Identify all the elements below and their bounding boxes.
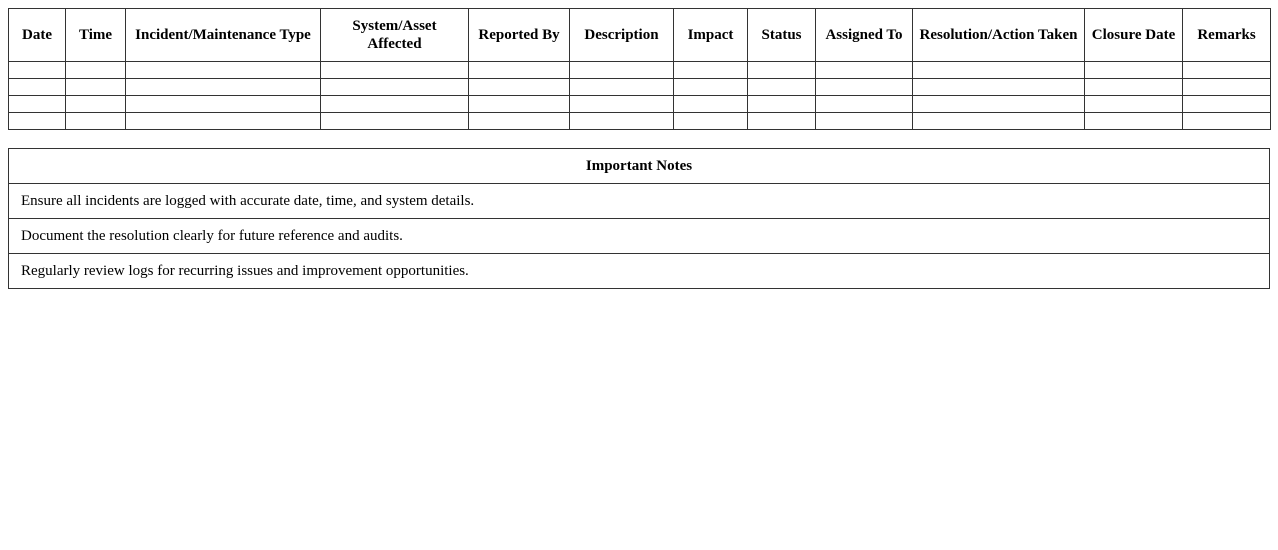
table-cell[interactable] [1085,96,1183,113]
table-cell[interactable] [469,62,570,79]
note-item: Document the resolution clearly for future reference and audits. [9,219,1270,254]
column-header: Status [748,9,816,62]
table-row [9,96,1271,113]
table-cell[interactable] [66,62,126,79]
table-cell[interactable] [748,113,816,130]
column-header: Impact [674,9,748,62]
table-cell[interactable] [9,113,66,130]
table-cell[interactable] [1183,113,1271,130]
column-header: Description [570,9,674,62]
table-cell[interactable] [126,79,321,96]
header-row [9,9,1271,62]
table-cell[interactable] [816,113,913,130]
column-header: Reported By [469,9,570,62]
table-cell[interactable] [674,79,748,96]
column-header: System/Asset Affected [321,9,469,62]
table-cell[interactable] [674,62,748,79]
note-item: Regularly review logs for recurring issues and improvement opportunities. [9,254,1270,289]
notes-title: Important Notes [9,149,1270,184]
table-cell[interactable] [1183,96,1271,113]
table-cell[interactable] [469,96,570,113]
note-item: Ensure all incidents are logged with accurate date, time, and system details. [9,184,1270,219]
table-cell[interactable] [748,96,816,113]
table-cell[interactable] [126,113,321,130]
table-cell[interactable] [126,96,321,113]
incident-log-table [8,8,1271,130]
table-cell[interactable] [1183,62,1271,79]
column-header: Incident/Maintenance Type [126,9,321,62]
table-cell[interactable] [570,96,674,113]
table-cell[interactable] [1183,79,1271,96]
important-notes-table [8,148,1270,289]
table-cell[interactable] [570,113,674,130]
table-cell[interactable] [1085,62,1183,79]
column-header: Time [66,9,126,62]
table-cell[interactable] [816,62,913,79]
table-cell[interactable] [66,113,126,130]
column-header: Date [9,9,66,62]
table-cell[interactable] [674,96,748,113]
table-row [9,79,1271,96]
table-cell[interactable] [1085,79,1183,96]
table-cell[interactable] [748,62,816,79]
table-cell[interactable] [913,113,1085,130]
table-cell[interactable] [9,79,66,96]
table-cell[interactable] [321,96,469,113]
table-cell[interactable] [126,62,321,79]
column-header: Closure Date [1085,9,1183,62]
table-cell[interactable] [570,62,674,79]
table-cell[interactable] [1085,113,1183,130]
table-cell[interactable] [9,62,66,79]
table-cell[interactable] [816,96,913,113]
table-cell[interactable] [748,79,816,96]
column-header: Remarks [1183,9,1271,62]
table-cell[interactable] [9,96,66,113]
table-cell[interactable] [469,79,570,96]
table-row [9,62,1271,79]
table-row [9,113,1271,130]
table-cell[interactable] [913,79,1085,96]
table-cell[interactable] [913,96,1085,113]
table-cell[interactable] [321,62,469,79]
table-cell[interactable] [321,113,469,130]
table-cell[interactable] [674,113,748,130]
table-cell[interactable] [570,79,674,96]
table-cell[interactable] [913,62,1085,79]
table-cell[interactable] [469,113,570,130]
column-header: Resolution/Action Taken [913,9,1085,62]
column-header: Assigned To [816,9,913,62]
table-cell[interactable] [66,79,126,96]
table-cell[interactable] [321,79,469,96]
table-cell[interactable] [66,96,126,113]
table-cell[interactable] [816,79,913,96]
